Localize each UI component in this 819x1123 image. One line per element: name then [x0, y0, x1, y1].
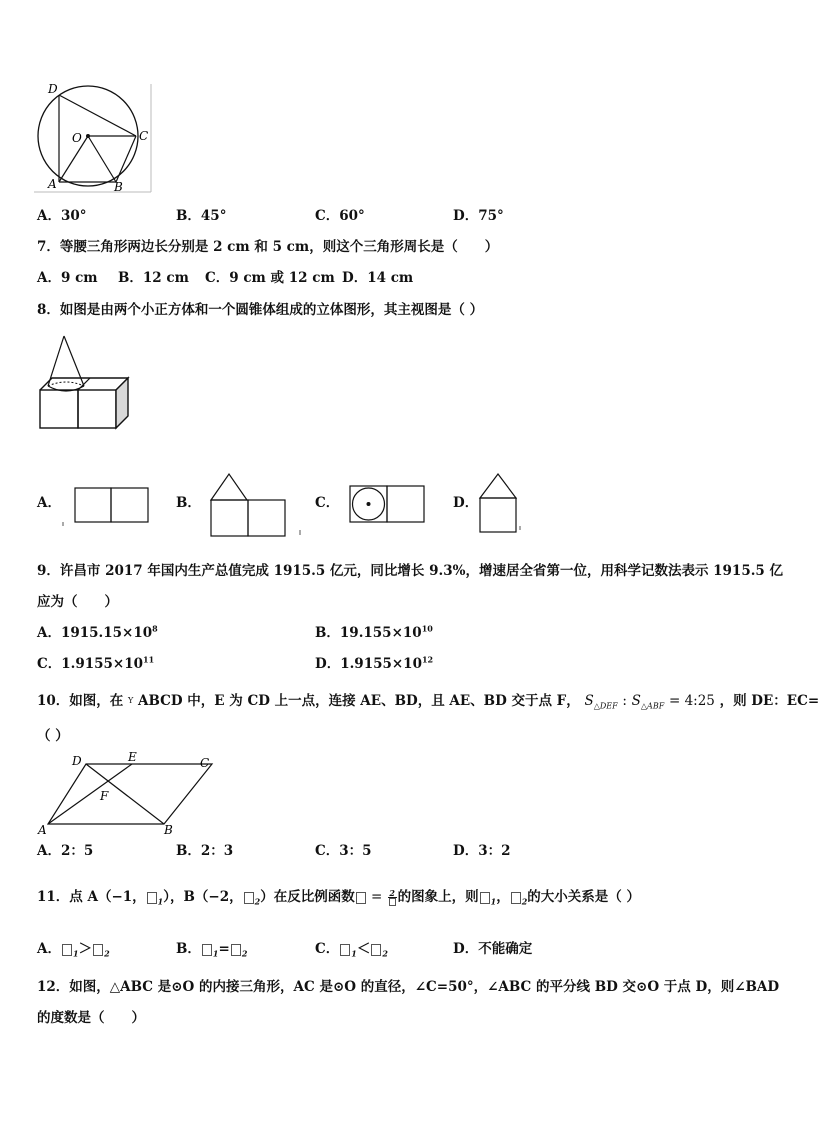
q12-question-line1: 12．如图，△ABC 是⊙O 的内接三角形，AC 是⊙O 的直径，∠C=50°，∠ABC 的平分线 BD 交⊙O 于点 D，则∠BAD — [37, 979, 780, 995]
q11-option-c-rel: ＜ — [356, 941, 371, 957]
q8-option-a-label[interactable]: A． — [37, 495, 61, 511]
option-c-dot — [367, 502, 371, 506]
q6-option-d[interactable]: D．75° — [453, 208, 504, 224]
q8-option-c-figure[interactable] — [348, 484, 428, 524]
q8-option-d-label[interactable]: D． — [453, 495, 479, 511]
q9-option-c-text: C．1.9155×10 — [37, 656, 144, 672]
q6-option-c[interactable]: C．60° — [315, 208, 365, 224]
cube-left-front — [40, 390, 78, 428]
q9-option-d-exp: 12 — [421, 654, 434, 665]
q11-text-d: 的图象上，则 — [397, 889, 479, 905]
q11-text-b: ），B（−2， — [163, 889, 243, 905]
label-c: C — [139, 129, 149, 143]
q11-text-a: 11．点 A（−1， — [37, 889, 146, 905]
option-b-triangle — [211, 474, 247, 500]
q10-parallelogram-symbol: Y — [128, 696, 134, 705]
option-b-square-right — [248, 500, 285, 536]
q11-text-e: ， — [496, 889, 510, 905]
q11-option-a-sub1: 1 — [72, 948, 79, 959]
parallelogram-figure — [36, 752, 221, 838]
q9-option-a-text: A．1915.15×10 — [37, 625, 153, 641]
y-placeholder-icon — [202, 944, 212, 956]
label-e: E — [128, 750, 137, 764]
q9-option-a[interactable] — [37, 624, 158, 642]
q8-option-c-label[interactable]: C． — [315, 495, 340, 511]
q9-option-d-text: D．1.9155×10 — [315, 656, 422, 672]
label-d: D — [48, 82, 58, 96]
q11-text-f: 的大小关系是（ ） — [527, 889, 640, 905]
q11-y1-sub-b: 1 — [490, 896, 497, 907]
option-b-square-left — [211, 500, 248, 536]
q8-option-d-figure[interactable] — [478, 472, 524, 536]
q10-s1-sub: △DEF — [593, 701, 618, 711]
y-placeholder-icon — [62, 944, 72, 956]
q11-y2-sub-b: 2 — [521, 896, 528, 907]
q7-option-a[interactable]: A．9 cm — [37, 270, 98, 286]
label-c: C — [200, 756, 210, 770]
q10-option-d[interactable]: D．3：2 — [453, 843, 511, 859]
q11-option-a[interactable] — [37, 940, 110, 958]
cone-base-back — [48, 382, 84, 386]
y-placeholder-icon — [231, 944, 241, 956]
q11-option-b-rel: = — [218, 941, 230, 957]
q10-option-b[interactable]: B．2：3 — [176, 843, 234, 859]
label-d: D — [72, 754, 82, 768]
q7-option-b[interactable]: B．12 cm — [118, 270, 189, 286]
label-f: F — [100, 789, 109, 803]
y-placeholder-icon — [93, 944, 103, 956]
y-placeholder-icon — [244, 892, 254, 904]
q9-option-a-exp: 8 — [152, 623, 158, 634]
q7-option-d[interactable]: D．14 cm — [342, 270, 414, 286]
q11-option-c[interactable] — [315, 940, 388, 958]
q9-option-c-exp: 11 — [143, 654, 155, 665]
q11-option-b-sub2: 2 — [241, 948, 248, 959]
center-point — [86, 134, 90, 138]
q11-option-a-sub2: 2 — [104, 948, 110, 959]
q10-text-c: ，则 DE：EC= — [719, 693, 819, 709]
q11-option-a-rel: ＞ — [78, 941, 93, 957]
q10-text-a: 10．如图，在 — [37, 693, 124, 709]
option-d-triangle — [480, 474, 516, 498]
label-b: B — [114, 180, 123, 194]
q9-option-c[interactable] — [37, 655, 154, 673]
cube-right-front — [78, 390, 116, 428]
q11-option-a-pre: A． — [37, 941, 61, 957]
segment-bd — [86, 764, 164, 824]
fraction — [388, 889, 397, 906]
q7-question: 7．等腰三角形两边长分别是 2 cm 和 5 cm，则这个三角形周长是（ ） — [37, 239, 499, 255]
fraction-numerator: 2 — [389, 888, 395, 898]
q10-area-abf — [632, 693, 665, 709]
q10-area-def — [584, 693, 617, 709]
q11-option-c-sub1: 1 — [351, 948, 357, 959]
q7-option-c[interactable]: C．9 cm 或 12 cm — [205, 270, 335, 286]
label-o: O — [72, 131, 82, 145]
circle-figure — [30, 80, 155, 195]
x-placeholder-icon — [389, 898, 396, 906]
q9-question-line2: 应为（ ） — [37, 594, 118, 610]
q9-option-b-text: B．19.155×10 — [315, 625, 422, 641]
q11-option-b[interactable] — [176, 940, 247, 958]
q9-option-b[interactable] — [315, 624, 433, 642]
option-c-square-right — [387, 486, 424, 522]
q11-option-c-sub2: 2 — [382, 948, 388, 959]
option-a-square-left — [75, 488, 111, 522]
q10-text-b: ABCD 中，E 为 CD 上一点，连接 AE、BD，且 AE、BD 交于点 F， — [137, 693, 580, 709]
q11-option-c-pre: C． — [315, 941, 340, 957]
y-placeholder-icon — [511, 892, 521, 904]
q10-s1: S — [584, 693, 594, 709]
q12-question-line2: 的度数是（ ） — [37, 1010, 145, 1026]
q10-s2: S — [631, 693, 641, 709]
q10-question-line2: （ ） — [37, 728, 69, 744]
q8-question: 8．如图是由两个小正方体和一个圆锥体组成的立体图形，其主视图是（ ） — [37, 302, 484, 318]
segment-ob — [88, 136, 116, 182]
fraction-denominator — [388, 898, 397, 906]
q9-option-d[interactable] — [315, 655, 433, 673]
q10-option-c[interactable]: C．3：5 — [315, 843, 372, 859]
q11-option-d[interactable]: D．不能确定 — [453, 941, 533, 957]
cube-side-face — [116, 378, 128, 428]
q8-option-b-figure[interactable] — [208, 472, 304, 540]
q10-s2-sub: △ABF — [640, 701, 665, 711]
q11-y1-sub: 1 — [157, 896, 164, 907]
label-a: A — [48, 177, 57, 191]
q11-question — [37, 888, 640, 906]
q11-y2-sub: 2 — [254, 896, 261, 907]
y-placeholder-icon — [371, 944, 381, 956]
q10-option-a[interactable]: A．2：5 — [37, 843, 94, 859]
q11-text-c: ）在反比例函数 — [260, 889, 355, 905]
q11-option-b-sub1: 1 — [212, 948, 219, 959]
y-placeholder-icon — [356, 892, 366, 904]
q6-option-a[interactable]: A．30° — [37, 208, 87, 224]
y-placeholder-icon — [147, 892, 157, 904]
y-placeholder-icon — [480, 892, 490, 904]
q8-option-b-label[interactable]: B． — [176, 495, 201, 511]
q10-colon: : — [622, 693, 627, 709]
q11-eq: = — [366, 889, 387, 905]
q10-ratio: = 4:25 — [668, 693, 715, 709]
option-d-square — [480, 498, 516, 532]
y-placeholder-icon — [340, 944, 350, 956]
segment-ae — [48, 764, 132, 824]
q11-option-b-pre: B． — [176, 941, 201, 957]
q10-question-line1 — [37, 692, 819, 710]
label-b: B — [164, 823, 173, 837]
q9-option-b-exp: 10 — [421, 623, 433, 634]
q6-option-b[interactable]: B．45° — [176, 208, 227, 224]
parallelogram-abcd — [48, 764, 212, 824]
q9-question-line1: 9．许昌市 2017 年国内生产总值完成 1915.5 亿元，同比增长 9.3%，增速居全省第一位，用科学记数法表示 1915.5 亿 — [37, 563, 784, 579]
option-a-square-right — [111, 488, 148, 522]
q8-option-a-figure[interactable] — [62, 486, 152, 528]
label-a: A — [38, 823, 47, 837]
solid-figure — [38, 334, 133, 432]
